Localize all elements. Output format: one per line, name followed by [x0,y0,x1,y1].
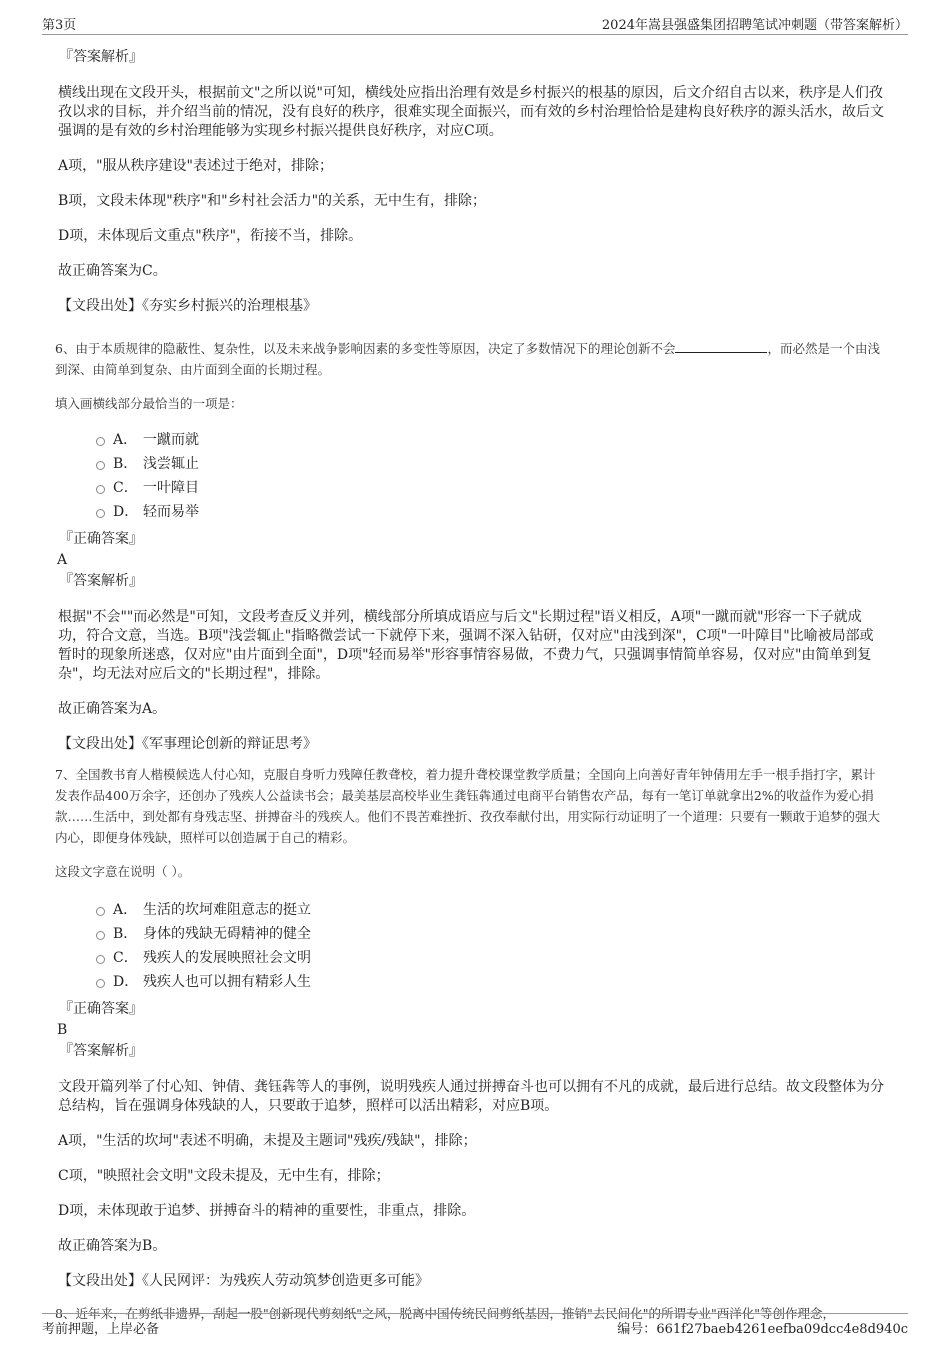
source-title: 《夯实乡村振兴的治理根基》 [142,298,317,314]
option-d[interactable]: D． 残疾人也可以拥有精彩人生 [96,970,885,994]
document-title: 2024年嵩县强盛集团招聘笔试冲刺题（带答案解析） [601,18,908,33]
analysis-label: 『答案解析』 [59,49,143,65]
radio-icon[interactable] [96,437,105,446]
footer-slogan: 考前押题，上岸必备 [42,1322,160,1337]
radio-icon[interactable] [96,485,105,494]
analysis-paragraph: D项，未体现敢于追梦、拼搏奋斗的精神的重要性，非重点，排除。 [58,1203,476,1219]
page-content [55,44,885,1321]
source-line [58,1272,885,1291]
analysis-paragraph: C项，"映照社会文明"文段未提及，无中生有，排除； [58,1168,390,1184]
question-7-options [55,898,885,994]
document-code: 编号：661f27baeb4261eefba09dcc4e8d940c [617,1322,908,1337]
option-c[interactable]: C． 残疾人的发展映照社会文明 [96,946,885,970]
source-title: 《军事理论创新的辩证思考》 [142,736,317,752]
source-line [58,297,885,316]
question-6-prompt: 填入画横线部分最恰当的一项是： [55,396,243,411]
fill-blank [675,340,767,353]
question-7-stem: 7、全国教书育人楷模候选人付心知，克服自身听力残障任教聋校，着力提升聋校课堂教学质量；全国向上向善好青年钟倩用左手一根手指打字，累计发表作品400万余字，还创办了残疾人公益读书会；最美基层高校毕业生龚钰犇通过电商平台销售农产品，每有一笔订单就拿出2%的收益作为爱心捐款……生活中，到处都有身残志坚、拼搏奋斗的残疾人。他们不畏苦难挫折、孜孜奉献付出，用实际行动证明了一个道理：只要有一颗敢于追梦的强大内心，即便身体残缺，照样可以创造属于自己的精彩。 [55,767,881,845]
answer-conclusion: 故正确答案为B。 [58,1238,167,1254]
question-6-options [55,428,885,524]
answer-conclusion: 故正确答案为A。 [58,701,167,717]
question-6-stem: 6、由于本质规律的隐蔽性、复杂性，以及未来战争影响因素的多变性等原因，决定了多数情况下的理论创新不会 ，而必然是一个由浅到深、由简单到复杂、由片面到全面的长期过程。 [55,341,880,377]
page-footer [42,1313,908,1336]
analysis-paragraph: 横线出现在文段开头，根据前文"之所以说"可知，横线处应指出治理有效是乡村振兴的根基的原因，后文介绍自古以来，秩序是人们孜孜以求的目标，并介绍当前的情况，没有良好的秩序，很难实现全面振兴，而有效的乡村治理恰恰是建构良好秩序的源头活水，故后文强调的是有效的乡村治理能够为实现乡村振兴提供良好秩序，对应C项。 [58,85,884,139]
option-a[interactable]: A． 一蹴而就 [96,428,885,452]
radio-icon[interactable] [96,509,105,518]
question-8-stem: 8、近年来，在剪纸非遗界，刮起一股"创新现代剪刻纸"之风，脱离中国传统民间剪纸基因，推销"去民间化"的所谓专业"西洋化"等创作理念， [55,1306,835,1321]
answer-conclusion: 故正确答案为C。 [58,263,167,279]
option-c[interactable]: C． 一叶障目 [96,476,885,500]
radio-icon[interactable] [96,955,105,964]
analysis-paragraph: A项，"服从秩序建设"表述过于绝对，排除； [58,158,333,174]
analysis-paragraph: A项，"生活的坎坷"表述不明确，未提及主题词"残疾/残缺"，排除； [58,1133,477,1149]
source-label: 【文段出处】 [58,736,142,752]
source-label: 【文段出处】 [58,1273,142,1289]
page-header [42,12,908,35]
correct-answer: B [57,1022,68,1038]
correct-answer-label: 『正确答案』 [59,531,143,547]
source-title: 《人民网评：为残疾人劳动筑梦创造更多可能》 [142,1273,429,1289]
option-d[interactable]: D． 轻而易举 [96,500,885,524]
analysis-paragraph: D项，未体现后文重点"秩序"，衔接不当，排除。 [58,228,363,244]
radio-icon[interactable] [96,979,105,988]
analysis-paragraph: B项，文段未体现"秩序"和"乡村社会活力"的关系，无中生有，排除； [58,193,487,209]
question-7-prompt: 这段文字意在说明（ ）。 [55,864,191,879]
analysis-label: 『答案解析』 [59,1043,143,1059]
correct-answer-label: 『正确答案』 [59,1001,143,1017]
radio-icon[interactable] [96,461,105,470]
page-number: 第3页 [42,18,77,33]
option-b[interactable]: B． 浅尝辄止 [96,452,885,476]
source-line [58,735,885,754]
analysis-paragraph: 根据"不会""而必然是"可知，文段考查反义并列，横线部分所填成语应与后文"长期过程"语义相反，A项"一蹴而就"形容一下子就成功，符合文意，当选。B项"浅尝辄止"指略微尝试一下就停下来，强调不深入钻研，仅对应"由浅到深"，C项"一叶障目"比喻被局部或暂时的现象所迷惑，仅对应"由片面到全面"，D项"轻而易举"形容事情容易做，不费力气，只强调事情简单容易，仅对应"由简单到复杂"，均无法对应后文的"长期过程"，排除。 [58,609,874,682]
option-b[interactable]: B． 身体的残缺无碍精神的健全 [96,922,885,946]
option-a[interactable]: A． 生活的坎坷难阻意志的挺立 [96,898,885,922]
source-label: 【文段出处】 [58,298,142,314]
radio-icon[interactable] [96,931,105,940]
analysis-label: 『答案解析』 [59,573,143,589]
radio-icon[interactable] [96,907,105,916]
analysis-paragraph: 文段开篇列举了付心知、钟倩、龚钰犇等人的事例，说明残疾人通过拼搏奋斗也可以拥有不凡的成就，最后进行总结。故文段整体为分总结构，旨在强调身体残缺的人，只要敢于追梦，照样可以活出精彩，对应B项。 [58,1079,884,1114]
correct-answer: A [57,552,68,568]
